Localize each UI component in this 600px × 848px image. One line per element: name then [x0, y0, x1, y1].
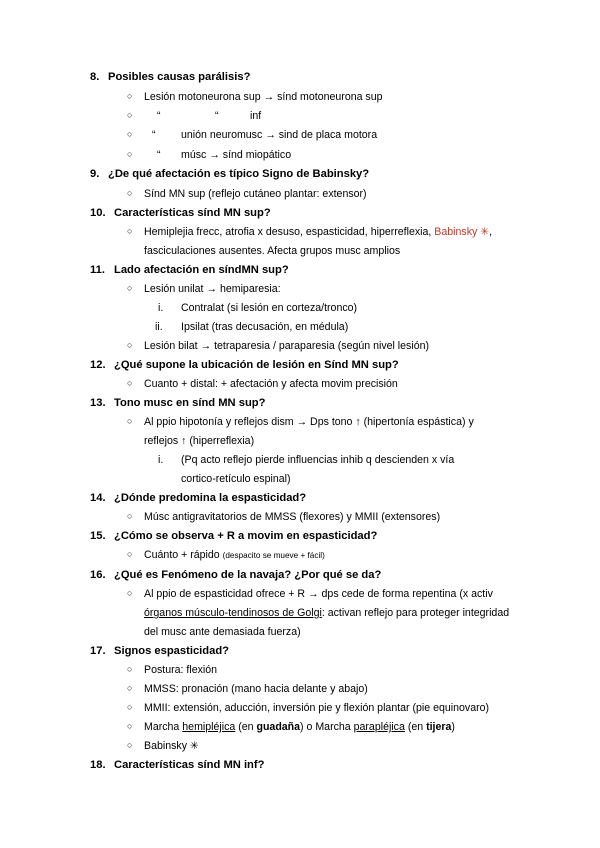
question-title: Tono musc en sínd MN sup?	[114, 397, 266, 409]
question-number: 9.	[90, 168, 100, 180]
question-title: Lado afectación en síndMN sup?	[114, 264, 289, 276]
ditto-mark: “	[215, 110, 219, 122]
sub-item-continuation: cortico-retículo espinal)	[181, 473, 291, 485]
roman-numeral: i.	[158, 302, 164, 314]
question-title: ¿Qué es Fenómeno de la navaja? ¿Por qué se da?	[114, 569, 382, 581]
question-9	[90, 168, 369, 180]
question-17	[90, 645, 229, 657]
bullet-icon: ○	[127, 110, 133, 120]
question-number: 17.	[90, 645, 106, 657]
question-title: ¿De qué afectación es típico Signo de Babinsky?	[108, 168, 370, 180]
question-12	[90, 359, 399, 371]
sub-item: (Pq acto reflejo pierde influencias inhib q descienden x vía	[181, 454, 455, 466]
question-number: 14.	[90, 492, 106, 504]
bullet-icon: ○	[127, 378, 133, 388]
bullet-icon: ○	[127, 129, 133, 139]
question-18	[90, 759, 264, 771]
question-13	[90, 397, 265, 409]
sub-item: Ipsilat (tras decusación, en médula)	[181, 321, 349, 333]
question-title: ¿Dónde predomina la espasticidad?	[114, 492, 307, 504]
question-14	[90, 492, 306, 504]
document-page: 8. Posibles causas parálisis? ○ Lesión motoneurona sup → sínd motoneurona sup ○ “ “ inf ○ “ unión neuromusc → sind de placa motora ○ “ músc → sínd miopático 9. ¿De qué afectación es típico Signo de Babinsky? ○ Sínd MN sup (reflejo cutáneo plantar: extensor) 10. Características sínd MN sup? ○ Hemiplejia frecc, atrofia x desuso, espasticidad, hiperreflexia, Babinsky ✳, fasciculaciones ausentes. Afecta grupos musc amplios 11. Lado afectación en síndMN sup? ○ Lesión unilat → hemiparesia: i. Contralat (si lesión en corteza/tronco) ii. Ipsilat (tras decusación, en médula) ○ Lesión bilat → tetraparesia / paraparesia (según nivel lesión) 12. ¿Qué supone la ubicación de lesión en Sínd MN sup? ○ Cuanto + distal: + afectación y afecta movim precisión 13. Tono musc en sínd MN sup? ○ Al ppio hipotonía y reflejos dism → Dps tono ↑ (hipertonía espástica) y reflejos ↑ (hiperreflexia) i. (Pq acto reflejo pierde influencias inhib q descienden x vía cortico-retículo espinal) 14. ¿Dónde predomina la espasticidad? ○ Músc antigravitatorios de MMSS (flexores) y MMII (extensores) 15. ¿Cómo se observa + R a movim en espasticidad? ○ Cuánto + rápido (despacito se mueve + fácil) 16. ¿Qué es Fenómeno de la navaja? ¿Por qué se da? ○ Al ppio de espasticidad ofrece + R → dps cede de forma repentina (x activ órganos músculo-tendinosos de Golgi: activan reflejo para proteger integridad del musc ante demasiada fuerza) 17. Signos espasticidad? ○ Postura: flexión ○ MMSS: pronación (mano hacia delante y abajo) ○ MMII: extensión, aducción, inversión pie y flexión plantar (pie equinovaro) ○ Marcha hemipléjica (en guadaña) o Marcha parapléjica (en tijera) ○ Babinsky ✳ 18. Características sínd MN inf?	[90, 71, 510, 771]
bullet-icon: ○	[127, 683, 133, 693]
bullet-icon: ○	[127, 340, 133, 350]
bullet-icon: ○	[127, 91, 133, 101]
question-title: Posibles causas parálisis?	[108, 71, 251, 83]
question-number: 13.	[90, 397, 106, 409]
bullet-icon: ○	[127, 283, 133, 293]
bullet-icon: ○	[127, 149, 133, 159]
question-11	[90, 264, 289, 276]
bullet-icon: ○	[127, 740, 133, 750]
sub-item: Contralat (si lesión en corteza/tronco)	[181, 302, 358, 314]
bullet-icon: ○	[127, 588, 133, 598]
question-number: 15.	[90, 530, 106, 542]
question-number: 8.	[90, 71, 100, 83]
question-16	[90, 569, 381, 581]
bullet-icon: ○	[127, 416, 133, 426]
bullet-icon: ○	[127, 226, 133, 236]
roman-numeral: ii.	[155, 321, 163, 333]
ditto-mark: “	[157, 110, 161, 122]
bullet-icon: ○	[127, 188, 133, 198]
question-number: 10.	[90, 207, 106, 219]
question-title: Características sínd MN sup?	[114, 207, 271, 219]
question-title: Signos espasticidad?	[114, 645, 230, 657]
question-10	[90, 207, 271, 219]
question-title: Características sínd MN inf?	[114, 759, 265, 771]
question-number: 12.	[90, 359, 106, 371]
question-15	[90, 530, 377, 542]
question-title: ¿Cómo se observa + R a movim en espasticidad?	[114, 530, 378, 542]
question-number: 18.	[90, 759, 106, 771]
question-title: ¿Qué supone la ubicación de lesión en Sínd MN sup?	[114, 359, 399, 371]
roman-numeral: i.	[158, 454, 164, 466]
question-number: 11.	[90, 264, 105, 276]
ditto-mark: “	[152, 129, 156, 141]
bullet-icon: ○	[127, 721, 133, 731]
question-number: 16.	[90, 569, 106, 581]
bullet-icon: ○	[127, 549, 133, 559]
question-8	[90, 71, 250, 83]
bullet-icon: ○	[127, 511, 133, 521]
bullet-icon: ○	[127, 664, 133, 674]
ditto-mark: “	[157, 149, 161, 161]
babinsky-highlight: Babinsky ✳	[434, 226, 490, 238]
bullet-icon: ○	[127, 702, 133, 712]
